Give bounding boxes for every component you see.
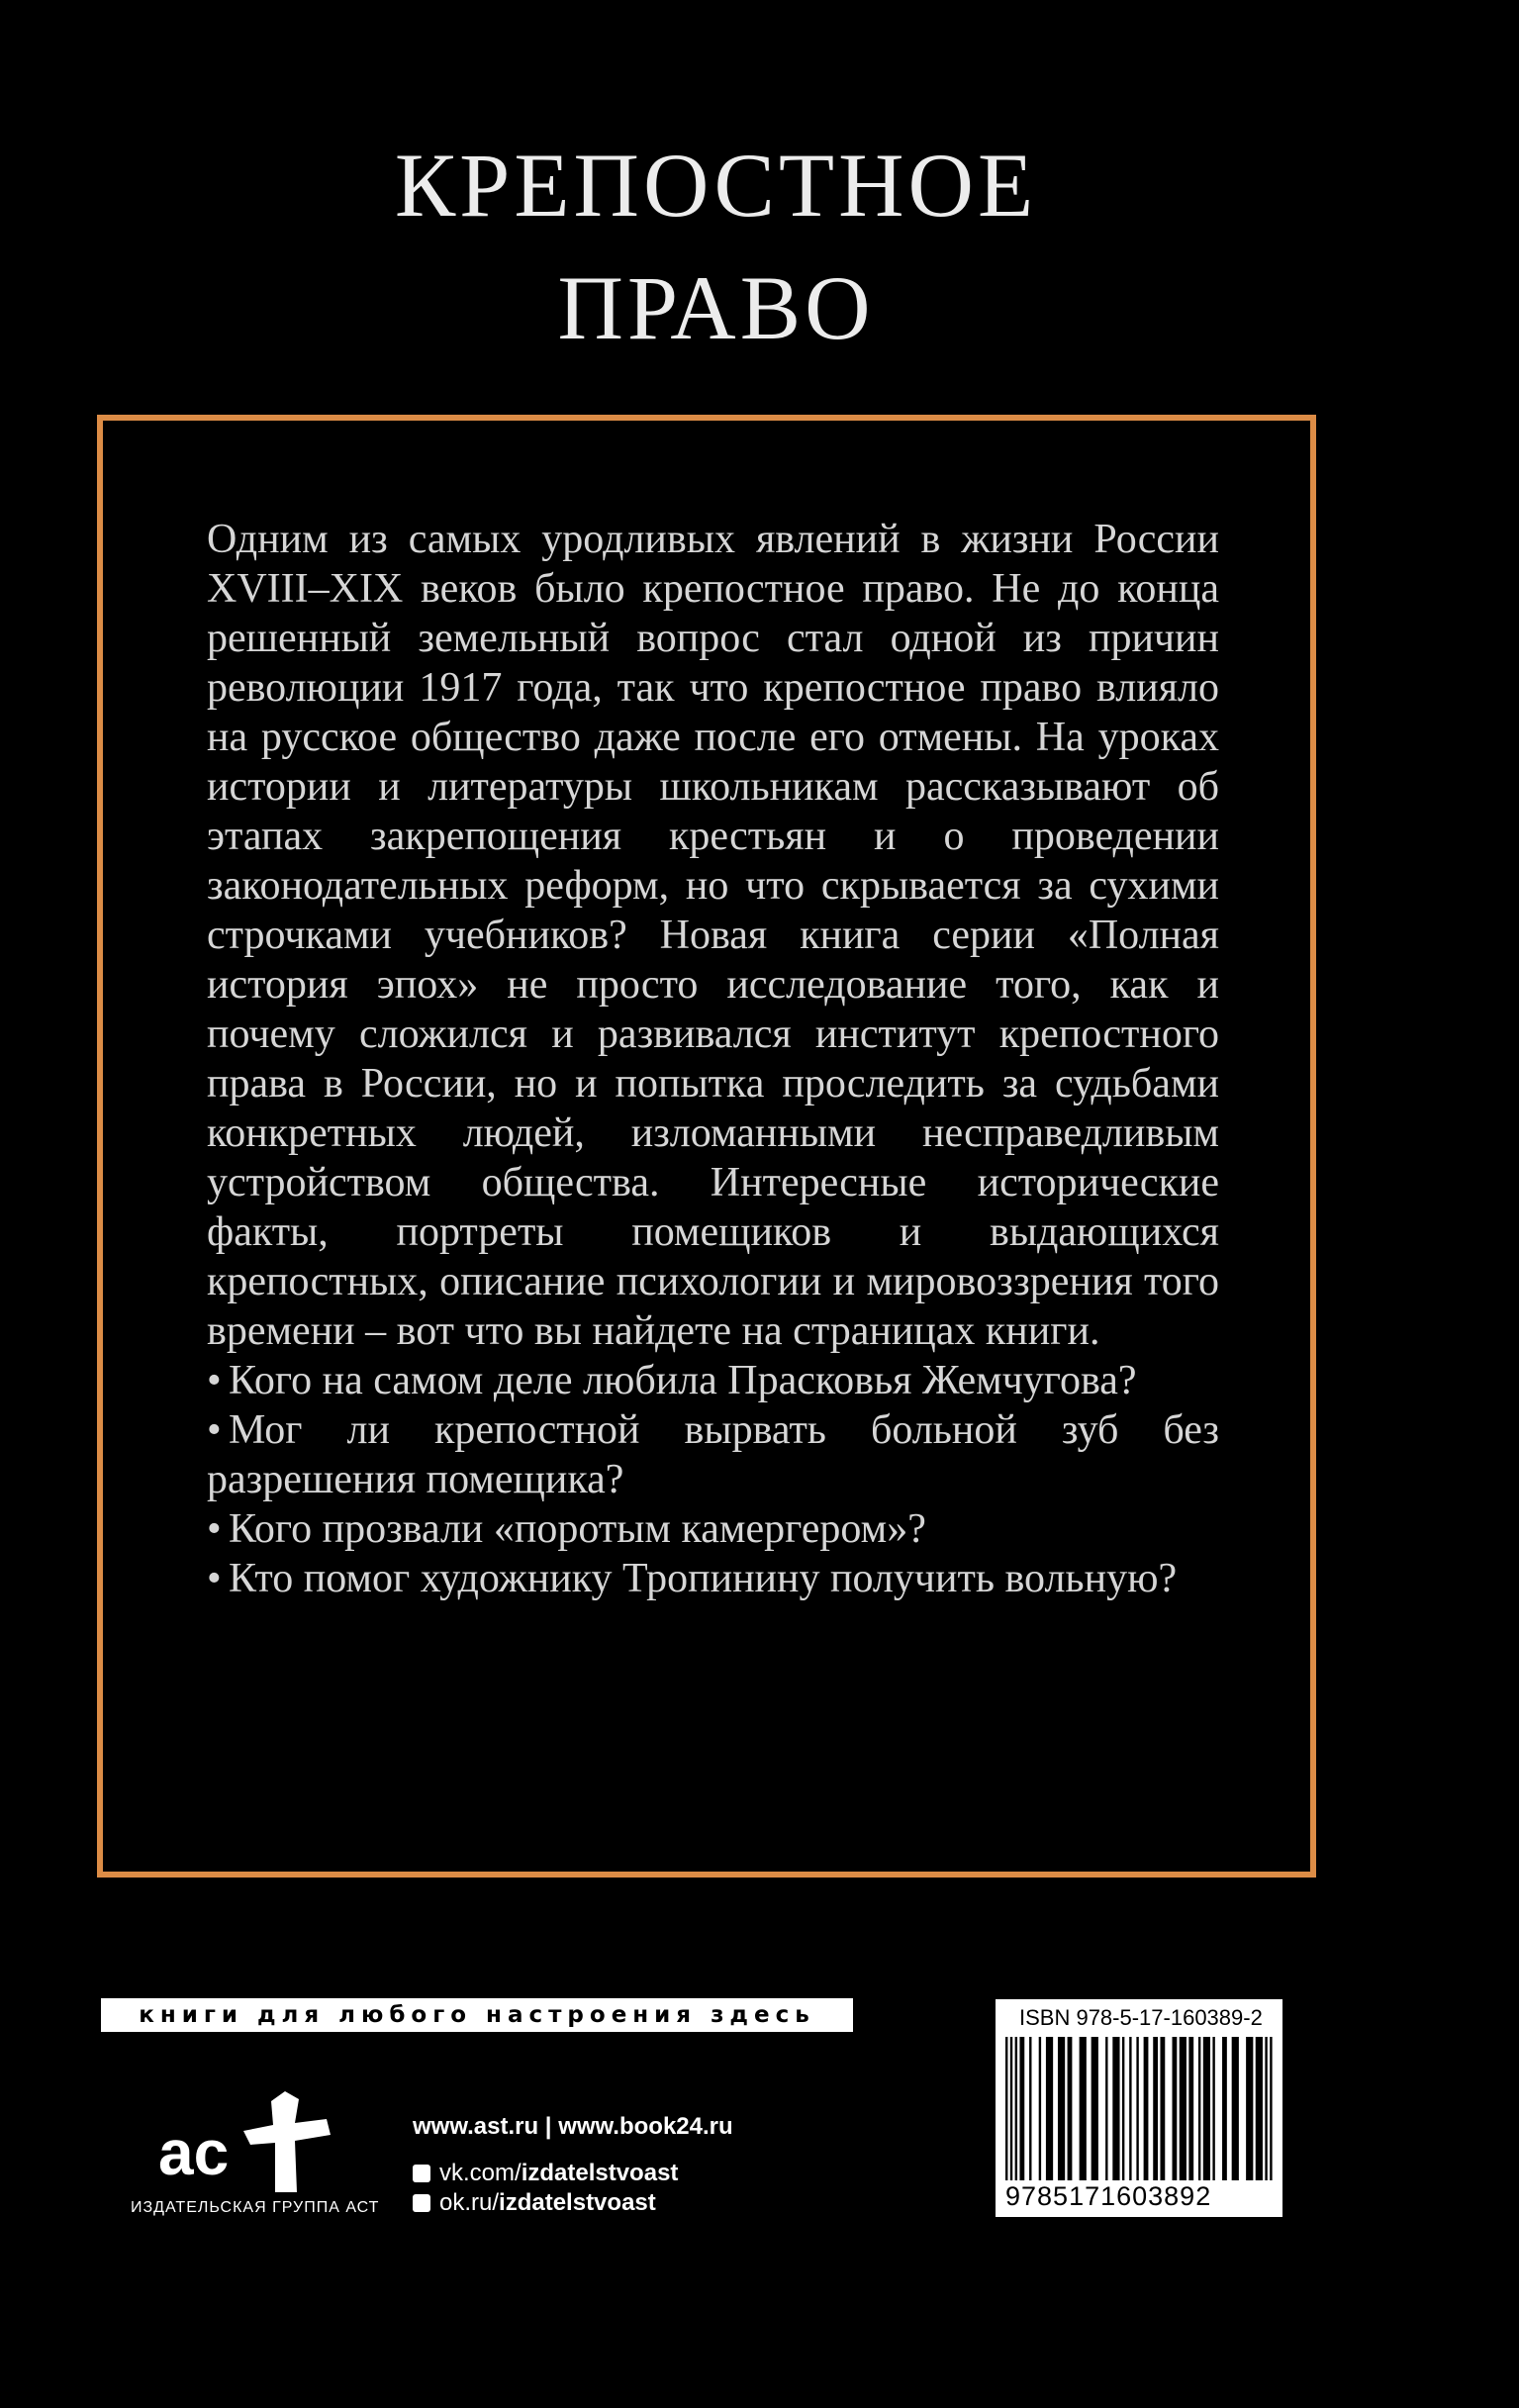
question-item: [207, 1504, 1219, 1554]
barcode-bar: [1203, 2037, 1210, 2180]
barcode-bar: [1180, 2037, 1187, 2180]
question-text: Кого прозвали «поротым камергером»?: [229, 1506, 926, 1552]
ok-link-prefix: ok.ru/: [439, 2189, 500, 2216]
barcode-bar: [1144, 2037, 1149, 2180]
annotation-paragraph: Одним из самых уродливых явлений в жизни России XVIII–XIX веков было крепостное право. Не до конца решенный земельный вопрос стал одной из причин революции 1917 года, так что крепостное право влияло на русское общество даже после его отмены. На уроках истории и литературы школьникам рассказывают об этапах закрепощения крестьян и о проведении законодательных реформ, но что скрывается за сухими строчками учебников? Новая книга серии «Полная история эпох» не просто исследование того, как и почему сложился и развивался институт крепостного права в России, но и попытка проследить за судьбами конкретных людей, изломанными несправедливым устройством общества. Интересные исторические факты, портреты помещиков и выдающихся крепостных, описание психологии и мировоззрения того времени – вот что вы найдете на страницах книги.: [207, 517, 1219, 1354]
annotation-text: [207, 515, 1219, 1603]
barcode-bar: [1173, 2037, 1178, 2180]
ok-link[interactable]: [413, 2188, 733, 2218]
question-text: Кто помог художнику Тропинину получить вольную?: [229, 1556, 1178, 1601]
barcode-bar: [1129, 2037, 1131, 2180]
barcode-bar: [1265, 2037, 1267, 2180]
question-text: Мог ли крепостной вырвать больной зуб без разрешения помещика?: [207, 1407, 1219, 1502]
vk-icon: [413, 2165, 430, 2182]
ok-icon: [413, 2194, 430, 2212]
barcode-bar: [1198, 2037, 1200, 2180]
barcode-bar: [1015, 2037, 1017, 2180]
barcode-bar: [1246, 2037, 1253, 2180]
barcode-bar: [1092, 2037, 1098, 2180]
barcode-bar: [1058, 2037, 1065, 2180]
bullet-icon: •: [207, 1556, 222, 1601]
question-item: [207, 1554, 1219, 1603]
barcode-bar: [1046, 2037, 1053, 2180]
question-list: [207, 1356, 1219, 1603]
barcode-bar: [1160, 2037, 1165, 2180]
ok-link-handle: izdatelstvoast: [499, 2189, 656, 2216]
slogan-banner: книги для любого настроения здесь: [101, 1998, 853, 2032]
question-item: [207, 1405, 1219, 1504]
publisher-caption: ИЗДАТЕЛЬСКАЯ ГРУППА АСТ: [131, 2199, 380, 2216]
book-title-line-2: ПРАВО: [557, 257, 875, 358]
publisher-links: [413, 2113, 733, 2218]
barcode-bar: [1222, 2037, 1227, 2180]
barcode-bar: [1112, 2037, 1119, 2180]
barcode-bar: [1232, 2037, 1239, 2180]
barcode-bar: [1136, 2037, 1138, 2180]
barcode-bar: [1122, 2037, 1124, 2180]
question-item: [207, 1356, 1219, 1405]
barcode-bar: [1010, 2037, 1012, 2180]
barcode-bar: [1080, 2037, 1087, 2180]
barcode-bar: [1212, 2037, 1214, 2180]
barcode-bar: [1029, 2037, 1031, 2180]
isbn-barcode-box: [996, 1999, 1282, 2217]
barcode-bar: [1019, 2037, 1024, 2180]
book-title: [0, 124, 1432, 369]
barcode-bar: [1105, 2037, 1107, 2180]
isbn-label: ISBN 978-5-17-160389-2: [1019, 2005, 1263, 2030]
barcode-bar: [1188, 2037, 1193, 2180]
question-text: Кого на самом деле любила Прасковья Жемчугова?: [229, 1358, 1137, 1403]
annotation-frame: [97, 415, 1316, 1878]
bullet-icon: •: [207, 1407, 222, 1453]
vk-link-prefix: vk.com/: [439, 2160, 522, 2186]
ast-logo-icon: [156, 2073, 354, 2192]
bullet-icon: •: [207, 1506, 222, 1552]
ean-digits: 9785171603892: [1005, 2181, 1212, 2211]
vk-link[interactable]: [413, 2159, 733, 2188]
barcode-bar: [1039, 2037, 1041, 2180]
vk-link-handle: izdatelstvoast: [521, 2160, 679, 2186]
website-links[interactable]: www.ast.ru | www.book24.ru: [413, 2113, 733, 2140]
book-title-line-1: КРЕПОСТНОЕ: [394, 135, 1038, 236]
barcode-bar: [1153, 2037, 1158, 2180]
logo-letters: ac: [158, 2117, 230, 2188]
barcode-icon: [1005, 2037, 1275, 2180]
barcode-bar: [1270, 2037, 1272, 2180]
barcode-bar: [1068, 2037, 1073, 2180]
bullet-icon: •: [207, 1358, 222, 1403]
barcode-bar: [1256, 2037, 1263, 2180]
barcode-bar: [1005, 2037, 1007, 2180]
